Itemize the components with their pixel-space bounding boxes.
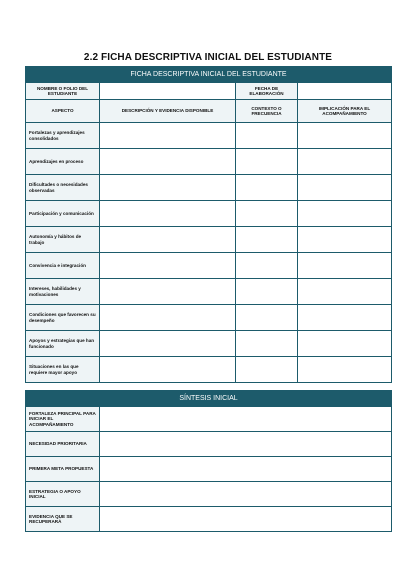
implication-cell[interactable]	[298, 227, 392, 253]
aspect-label: Apoyos y estrategias que han funcionado	[26, 331, 100, 357]
description-cell[interactable]	[100, 357, 236, 383]
context-cell[interactable]	[236, 305, 298, 331]
context-cell[interactable]	[236, 279, 298, 305]
column-header: CONTEXTO O FRECUENCIA	[236, 100, 298, 123]
description-cell[interactable]	[100, 305, 236, 331]
context-cell[interactable]	[236, 253, 298, 279]
context-cell[interactable]	[236, 175, 298, 201]
ficha-descriptiva-table	[25, 66, 392, 383]
date-label: FECHA DE ELABORACIÓN	[236, 83, 298, 100]
implication-cell[interactable]	[298, 201, 392, 227]
table-row	[26, 407, 392, 432]
date-field[interactable]	[298, 83, 392, 100]
table-header-band: FICHA DESCRIPTIVA INICIAL DEL ESTUDIANTE	[26, 67, 392, 83]
column-header: IMPLICACIÓN PARA EL ACOMPAÑAMIENTO	[298, 100, 392, 123]
table-row	[26, 357, 392, 383]
synthesis-field[interactable]	[100, 407, 392, 432]
table-row	[26, 331, 392, 357]
table-row	[26, 305, 392, 331]
student-name-field[interactable]	[100, 83, 236, 100]
aspect-label: Dificultades o necesidades observadas	[26, 175, 100, 201]
implication-cell[interactable]	[298, 149, 392, 175]
implication-cell[interactable]	[298, 305, 392, 331]
synthesis-label: FORTALEZA PRINCIPAL PARA INICIAR EL ACOMPAÑAMIENTO	[26, 407, 100, 432]
aspect-label: Convivencia e integración	[26, 253, 100, 279]
column-header: ASPECTO	[26, 100, 100, 123]
implication-cell[interactable]	[298, 175, 392, 201]
table-row	[26, 201, 392, 227]
sintesis-header-band: SÍNTESIS INICIAL	[26, 391, 392, 407]
synthesis-field[interactable]	[100, 482, 392, 507]
synthesis-label: ESTRATEGIA O APOYO INICIAL	[26, 482, 100, 507]
implication-cell[interactable]	[298, 357, 392, 383]
description-cell[interactable]	[100, 279, 236, 305]
aspect-label: Intereses, habilidades y motivaciones	[26, 279, 100, 305]
synthesis-field[interactable]	[100, 457, 392, 482]
table-row	[26, 279, 392, 305]
synthesis-label: PRIMERA META PROPUESTA	[26, 457, 100, 482]
description-cell[interactable]	[100, 149, 236, 175]
context-cell[interactable]	[236, 201, 298, 227]
table-row	[26, 457, 392, 482]
context-cell[interactable]	[236, 123, 298, 149]
aspect-label: Aprendizajes en proceso	[26, 149, 100, 175]
context-cell[interactable]	[236, 331, 298, 357]
table-row	[26, 149, 392, 175]
context-cell[interactable]	[236, 149, 298, 175]
synthesis-label: NECESIDAD PRIORITARIA	[26, 432, 100, 457]
description-cell[interactable]	[100, 253, 236, 279]
implication-cell[interactable]	[298, 331, 392, 357]
table-row	[26, 253, 392, 279]
description-cell[interactable]	[100, 175, 236, 201]
table-row	[26, 482, 392, 507]
table-row	[26, 123, 392, 149]
description-cell[interactable]	[100, 201, 236, 227]
aspect-label: Participación y comunicación	[26, 201, 100, 227]
description-cell[interactable]	[100, 331, 236, 357]
column-header: DESCRIPCIÓN Y EVIDENCIA DISPONIBLE	[100, 100, 236, 123]
table-row	[26, 432, 392, 457]
synthesis-field[interactable]	[100, 507, 392, 532]
implication-cell[interactable]	[298, 279, 392, 305]
synthesis-label: EVIDENCIA QUE SE RECUPERARÁ	[26, 507, 100, 532]
table-row	[26, 227, 392, 253]
sintesis-inicial-table	[25, 390, 392, 532]
aspect-label: Autonomía y hábitos de trabajo	[26, 227, 100, 253]
description-cell[interactable]	[100, 227, 236, 253]
context-cell[interactable]	[236, 227, 298, 253]
aspect-label: Condiciones que favorecen su desempeño	[26, 305, 100, 331]
aspect-label: Situaciones en las que requiere mayor apoyo	[26, 357, 100, 383]
student-name-label: NOMBRE O FOLIO DEL ESTUDIANTE	[26, 83, 100, 100]
page-title: 2.2 FICHA DESCRIPTIVA INICIAL DEL ESTUDIANTE	[83, 52, 333, 63]
synthesis-field[interactable]	[100, 432, 392, 457]
table-row	[26, 507, 392, 532]
table-row	[26, 175, 392, 201]
implication-cell[interactable]	[298, 123, 392, 149]
description-cell[interactable]	[100, 123, 236, 149]
aspect-label: Fortalezas y aprendizajes consolidados	[26, 123, 100, 149]
implication-cell[interactable]	[298, 253, 392, 279]
context-cell[interactable]	[236, 357, 298, 383]
